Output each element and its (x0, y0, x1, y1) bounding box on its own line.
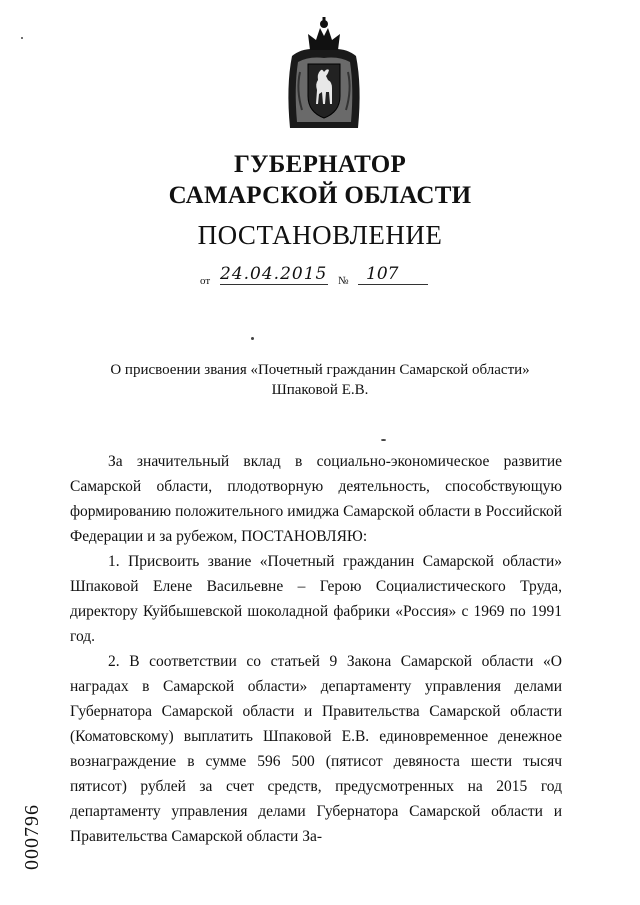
document-type-title: ПОСТАНОВЛЕНИЕ (197, 220, 443, 250)
document-number: 107 (358, 264, 428, 285)
date-prefix: от (200, 275, 211, 287)
scan-speck (251, 337, 254, 340)
subject-line-1: О присвоении звания «Почетный гражданин Самарской области» (110, 362, 530, 378)
scan-speck (381, 439, 386, 441)
number-label: № (338, 275, 349, 287)
document-body (70, 449, 562, 849)
item-1-paragraph: 1. Присвоить звание «Почетный гражданин Самарской области» Шпаковой Елене Васильевне – Герою Социалистического Труда, директору Куйбышевской шоколадной фабрики «Россия» с 1969 по 1991 год. (70, 553, 562, 645)
item-2-paragraph: 2. В соответствии со статьей 9 Закона Самарской области «О наградах в Самарской области» департаменту управления делами Губернатора Самарской области и Правительства Самарской области (Коматовскому) выплатить Шпаковой Е.В. единовременное денежное вознаграждение в сумме 596 500 (пятисот девяноста шести тысяч пятисот) рублей за счет средств, предусмотренных на 2015 год департаменту управления делами Губернатора Самарской области и Правительства Самарской области За- (70, 653, 562, 845)
authority-line-1: ГУБЕРНАТОР (233, 151, 407, 178)
coat-of-arms-icon (284, 16, 364, 136)
document-subject (60, 360, 580, 400)
authority-heading (0, 149, 640, 211)
document-date: 24.04.2015 (220, 264, 328, 284)
date-number-line (190, 262, 450, 292)
authority-line-2: САМАРСКОЙ ОБЛАСТИ (168, 182, 472, 209)
archive-number-stamp: 000796 (21, 804, 43, 870)
subject-line-2: Шпаковой Е.В. (271, 382, 369, 398)
scan-speck (21, 37, 23, 39)
preamble-paragraph: За значительный вклад в социально-экономическое развитие Самарской области, плодотворную деятельность, способствующую формированию положительного имиджа Самарской области в Российской Федерации и за рубежом, ПОСТАНОВЛЯЮ: (70, 453, 562, 545)
